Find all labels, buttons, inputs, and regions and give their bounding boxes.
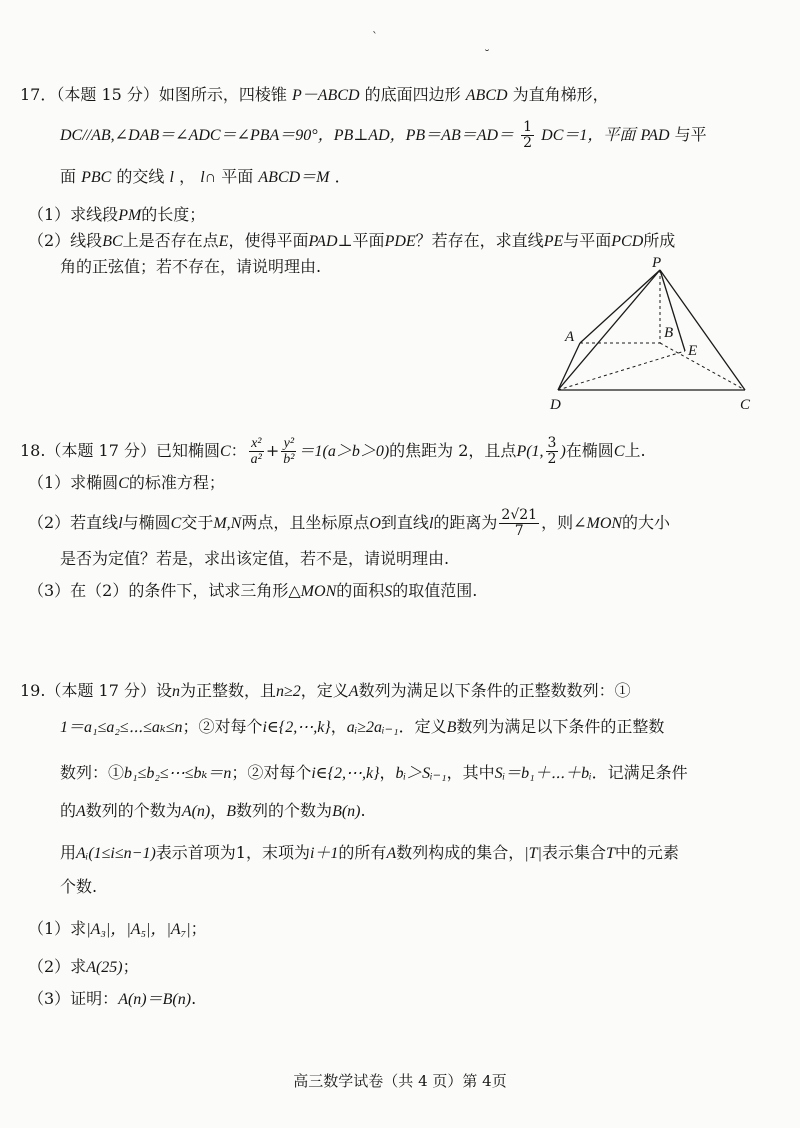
text: （1）求 bbox=[28, 919, 87, 938]
q17-line-1 bbox=[20, 84, 609, 107]
math: A bbox=[348, 683, 359, 700]
text: ， bbox=[379, 763, 396, 782]
frac-den: a² bbox=[250, 452, 262, 467]
math: A bbox=[76, 803, 86, 820]
text: 的大小 bbox=[622, 513, 671, 532]
text: 用 bbox=[60, 843, 77, 862]
frac-num: 1 bbox=[523, 119, 533, 135]
text: + bbox=[265, 441, 280, 460]
text: ，使得平面 bbox=[228, 231, 309, 250]
math: M,N bbox=[213, 515, 242, 532]
math: A(n) bbox=[181, 803, 211, 820]
text: 的交线 bbox=[116, 167, 165, 186]
math: |A₃|，|A₅|，|A₇| bbox=[86, 921, 191, 938]
math: Aᵢ(1≤i≤n−1) bbox=[76, 845, 156, 862]
text: 与椭圆 bbox=[122, 513, 171, 532]
text: ；②对每个 bbox=[231, 763, 312, 782]
text: 的面积 bbox=[336, 581, 385, 600]
text: 数列的个数为 bbox=[85, 801, 182, 820]
label-e: E bbox=[688, 343, 698, 359]
text: ，定义 bbox=[300, 681, 349, 700]
text: （2）求 bbox=[28, 957, 87, 976]
math: ＝1(a＞b＞0) bbox=[298, 443, 390, 460]
text: 的焦距为 2，且点 bbox=[389, 441, 517, 460]
math: P(1, bbox=[516, 443, 544, 460]
text: ： bbox=[230, 441, 247, 460]
edge-de bbox=[558, 351, 685, 390]
text: 数列的个数为 bbox=[236, 801, 333, 820]
q18-part-2 bbox=[28, 508, 670, 539]
text: 的所有 bbox=[338, 843, 387, 862]
math: PAD⊥ bbox=[308, 233, 353, 250]
text: 的 bbox=[60, 801, 77, 820]
page-footer: 高三数学试卷（共 4 页）第 4页 bbox=[293, 1072, 507, 1090]
math: A(n)＝B(n) bbox=[118, 991, 192, 1008]
text: ， bbox=[210, 801, 227, 820]
math: △MON bbox=[288, 583, 337, 600]
text: （3）证明： bbox=[28, 989, 119, 1008]
math: PCD bbox=[611, 233, 644, 250]
frac-den: 2 bbox=[547, 451, 557, 467]
q19-part-2 bbox=[28, 956, 139, 979]
q19-line-2 bbox=[60, 716, 664, 739]
math: A(25) bbox=[86, 959, 123, 976]
q18-part-1 bbox=[28, 472, 225, 495]
math: O bbox=[369, 515, 381, 532]
math: i∈{2,⋯,k} bbox=[262, 719, 331, 736]
math: C bbox=[613, 443, 625, 460]
math: |T| bbox=[524, 845, 542, 862]
math-pyramid: P－ABCD bbox=[292, 87, 360, 104]
q19-line-4 bbox=[60, 800, 366, 823]
q19-line-3 bbox=[60, 762, 688, 785]
q19-part-3 bbox=[28, 988, 196, 1011]
frac-num: 3 bbox=[547, 435, 557, 451]
math: l bbox=[118, 515, 123, 532]
label-b: B bbox=[664, 325, 674, 341]
label-d: D bbox=[550, 397, 561, 413]
q17-line-2 bbox=[60, 120, 707, 151]
fraction-distance bbox=[499, 508, 539, 539]
text: 是否为定值？若是，求出该定值，若不是，请说明理由. bbox=[60, 549, 450, 568]
text: ． bbox=[334, 167, 351, 186]
text: 的底面四边形 bbox=[364, 85, 461, 104]
q18-header: 18.（本题 17 分）已知椭圆 bbox=[20, 441, 220, 460]
scan-speck: ` bbox=[372, 30, 378, 44]
q17-header: 17．（本题 15 分）如图所示，四棱锥 bbox=[20, 85, 287, 104]
scan-speck: ˘ bbox=[484, 48, 490, 62]
text: （3）在（2）的条件下，试求三角形 bbox=[28, 581, 289, 600]
text: 所成 bbox=[643, 231, 676, 250]
q19-part-1 bbox=[28, 918, 207, 941]
frac-num: y² bbox=[281, 436, 296, 452]
math-conditions: DC//AB,∠DAB＝∠ADC＝∠PBA＝90°，PB⊥AD，PB＝AB＝AD＝ bbox=[60, 127, 515, 144]
text: 在椭圆 bbox=[565, 441, 614, 460]
text: 的标准方程； bbox=[128, 473, 225, 492]
math-intersect: l∩ bbox=[200, 169, 217, 186]
math: S bbox=[384, 583, 393, 600]
text: ， bbox=[330, 717, 347, 736]
edge-ad bbox=[558, 343, 580, 390]
q18-part-2-cont bbox=[60, 548, 449, 570]
q19-header: 19.（本题 17 分）设 bbox=[20, 681, 172, 700]
math-abcd: ABCD bbox=[465, 87, 508, 104]
text: . bbox=[360, 801, 366, 820]
q17-part-2 bbox=[28, 230, 675, 253]
math: aᵢ≥2aᵢ₋₁ bbox=[346, 719, 399, 736]
math-l: l bbox=[169, 169, 174, 186]
text: 的距离为 bbox=[433, 513, 498, 532]
math: n bbox=[171, 683, 180, 700]
text: 两点，且坐标原点 bbox=[241, 513, 370, 532]
math: i∈{2,⋯,k} bbox=[311, 765, 380, 782]
math: T bbox=[605, 845, 615, 862]
text: ？若存在，求直线 bbox=[415, 231, 544, 250]
text: ， bbox=[179, 167, 196, 186]
q18-part-3 bbox=[28, 580, 477, 603]
frac-den: 7 bbox=[514, 523, 524, 539]
text: 与平面 bbox=[563, 231, 612, 250]
text: 角的正弦值；若不存在，请说明理由. bbox=[60, 257, 322, 276]
pyramid-figure bbox=[540, 255, 770, 415]
text: 平面 bbox=[352, 231, 385, 250]
label-c: C bbox=[740, 397, 751, 413]
text: （1）求线段 bbox=[28, 205, 119, 224]
math: C bbox=[170, 515, 182, 532]
text: 平面 bbox=[221, 167, 254, 186]
text: （2）线段 bbox=[28, 231, 103, 250]
math-pad: PAD bbox=[640, 127, 670, 144]
text: 上是否存在点 bbox=[122, 231, 219, 250]
q17-line-3 bbox=[60, 166, 351, 189]
math: PDE bbox=[384, 233, 416, 250]
math: E bbox=[218, 233, 229, 250]
math: l bbox=[428, 515, 434, 532]
text: 面 bbox=[60, 167, 77, 186]
text: （2）若直线 bbox=[28, 513, 119, 532]
label-a: A bbox=[565, 329, 575, 345]
frac-num: x² bbox=[249, 436, 264, 452]
math: BC bbox=[102, 233, 123, 250]
fraction-3-2 bbox=[546, 436, 559, 467]
frac-den: b² bbox=[283, 452, 295, 467]
math: B bbox=[226, 803, 237, 820]
fraction-y2-b2 bbox=[281, 436, 296, 467]
q19-line-5 bbox=[60, 842, 679, 865]
text: ，则 bbox=[541, 513, 574, 532]
math: B(n) bbox=[332, 803, 361, 820]
math: bᵢ＞Sᵢ₋₁ bbox=[395, 765, 447, 782]
math: ∠MON bbox=[573, 515, 623, 532]
frac-den: 2 bbox=[523, 135, 533, 151]
q17-part-2-cont bbox=[60, 256, 321, 278]
text: 中的元素 bbox=[614, 843, 679, 862]
edge-pa bbox=[580, 270, 660, 343]
text: 数列为满足以下条件的正整数 bbox=[456, 717, 665, 736]
text: 数列为满足以下条件的正整数数列：① bbox=[358, 681, 631, 700]
math: B bbox=[446, 719, 457, 736]
math: b₁≤b₂≤⋯≤bₖ＝n bbox=[124, 765, 232, 782]
math-pm: PM bbox=[118, 207, 142, 224]
text: ；②对每个 bbox=[182, 717, 263, 736]
text: 的长度； bbox=[141, 205, 206, 224]
math: n≥2 bbox=[276, 683, 301, 700]
text: 数列：① bbox=[60, 763, 125, 782]
text: 表示集合 bbox=[541, 843, 606, 862]
math: A bbox=[386, 845, 397, 862]
text: 上. bbox=[624, 441, 646, 460]
text: 到直线 bbox=[380, 513, 429, 532]
fraction-half bbox=[521, 120, 534, 151]
math: PE bbox=[543, 233, 564, 250]
text: . bbox=[191, 989, 197, 1008]
text: ．记满足条件 bbox=[591, 763, 688, 782]
text: 为正整数，且 bbox=[179, 681, 276, 700]
math: 1＝a₁≤a₂≤⋯≤aₖ≤n bbox=[60, 719, 183, 736]
edge-bc bbox=[660, 343, 745, 390]
text: ，其中 bbox=[446, 763, 495, 782]
text: ．定义 bbox=[398, 717, 447, 736]
text: 交于 bbox=[181, 513, 214, 532]
text: 为直角梯形， bbox=[512, 85, 609, 104]
q17-part-1 bbox=[28, 204, 205, 227]
math-pbc: PBC bbox=[81, 169, 112, 186]
text: ； bbox=[122, 957, 139, 976]
text: （1）求椭圆 bbox=[28, 473, 119, 492]
math: C bbox=[219, 443, 231, 460]
math: Sᵢ＝b₁＋⋯＋bᵢ bbox=[494, 765, 592, 782]
text: 与平 bbox=[674, 125, 707, 144]
math: C bbox=[118, 475, 129, 492]
label-p: P bbox=[652, 255, 662, 271]
text: 数列构成的集合， bbox=[396, 843, 525, 862]
q19-line-1 bbox=[20, 680, 631, 703]
math-dc: DC＝1，平面 bbox=[541, 127, 636, 144]
text: 的取值范围. bbox=[392, 581, 478, 600]
q18-line-1 bbox=[20, 436, 646, 467]
frac-num: 2√21 bbox=[501, 507, 538, 523]
math: ) bbox=[560, 443, 566, 460]
text: ； bbox=[190, 919, 207, 938]
math: i＋1 bbox=[309, 845, 339, 862]
text: 个数. bbox=[60, 877, 98, 896]
q19-line-6 bbox=[60, 876, 97, 898]
fraction-x2-a2 bbox=[249, 436, 264, 467]
math-m: ABCD＝M bbox=[258, 169, 330, 186]
text: 表示首项为1，末项为 bbox=[155, 843, 310, 862]
